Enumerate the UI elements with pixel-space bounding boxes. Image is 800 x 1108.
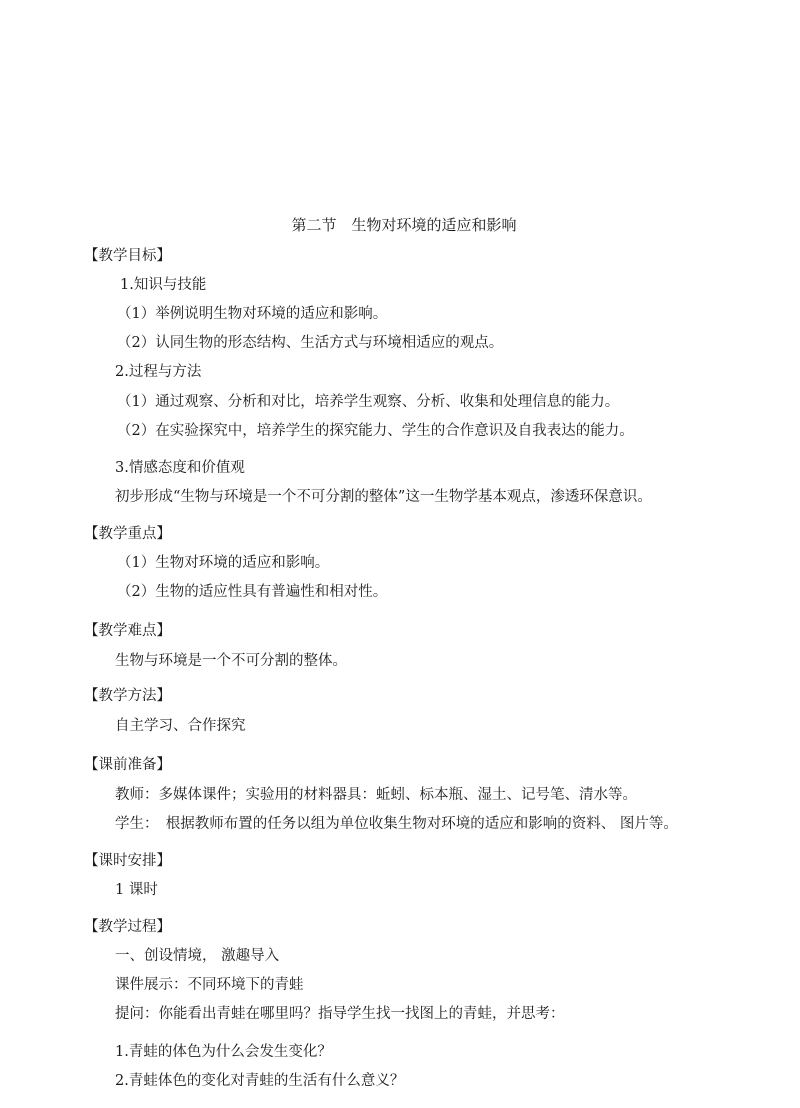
- goal-item: （2）认同生物的形态结构、生活方式与环境相适应的观点。: [117, 335, 504, 351]
- preparation-student: 学生： 根据教师布置的任务以组为单位收集生物对环境的适应和影响的资料、 图片等。: [115, 816, 678, 832]
- goal-item: （1）通过观察、分析和对比，培养学生观察、分析、收集和处理信息的能力。: [117, 394, 620, 410]
- process-text: 提问：你能看出青蛙在哪里吗？指导学生找一找图上的青蛙，并思考：: [115, 1006, 565, 1022]
- section-heading-preparation: 【课前准备】: [84, 757, 171, 773]
- key-point-item: （1）生物对环境的适应和影响。: [117, 555, 330, 571]
- method-text: 自主学习、合作探究: [115, 718, 246, 734]
- schedule-text: 1 课时: [115, 882, 158, 898]
- section-heading-key-points: 【教学重点】: [84, 526, 171, 542]
- section-heading-difficulty: 【教学难点】: [84, 623, 171, 639]
- goal-subheading-knowledge: 1.知识与技能: [120, 277, 207, 293]
- goal-item: （2）在实验探究中，培养学生的探究能力、学生的合作意识及自我表达的能力。: [117, 423, 634, 439]
- process-question: 2.青蛙体色的变化对青蛙的生活有什么意义？: [115, 1073, 405, 1089]
- process-question: 1.青蛙的体色为什么会发生变化？: [115, 1044, 332, 1060]
- difficulty-text: 生物与环境是一个不可分割的整体。: [115, 653, 347, 669]
- key-point-item: （2）生物的适应性具有普遍性和相对性。: [117, 584, 388, 600]
- preparation-teacher: 教师：多媒体课件；实验用的材料器具：蚯蚓、标本瓶、湿土、记号笔、清水等。: [115, 787, 637, 803]
- section-heading-method: 【教学方法】: [84, 688, 171, 704]
- section-heading-schedule: 【课时安排】: [84, 853, 171, 869]
- process-step: 一、创设情境， 激趣导入: [115, 948, 280, 964]
- goal-item: （1）举例说明生物对环境的适应和影响。: [117, 306, 388, 322]
- goal-text: 初步形成“生物与环境是一个不可分割的整体”这一生物学基本观点，渗透环保意识。: [115, 489, 652, 505]
- section-heading-goals: 【教学目标】: [84, 248, 171, 264]
- goal-subheading-process: 2.过程与方法: [115, 364, 202, 380]
- goal-subheading-attitude: 3.情感态度和价值观: [115, 460, 245, 476]
- page-title: 第二节 生物对环境的适应和影响: [291, 216, 517, 234]
- section-heading-process: 【教学过程】: [84, 919, 171, 935]
- process-text: 课件展示：不同环境下的青蛙: [115, 977, 304, 993]
